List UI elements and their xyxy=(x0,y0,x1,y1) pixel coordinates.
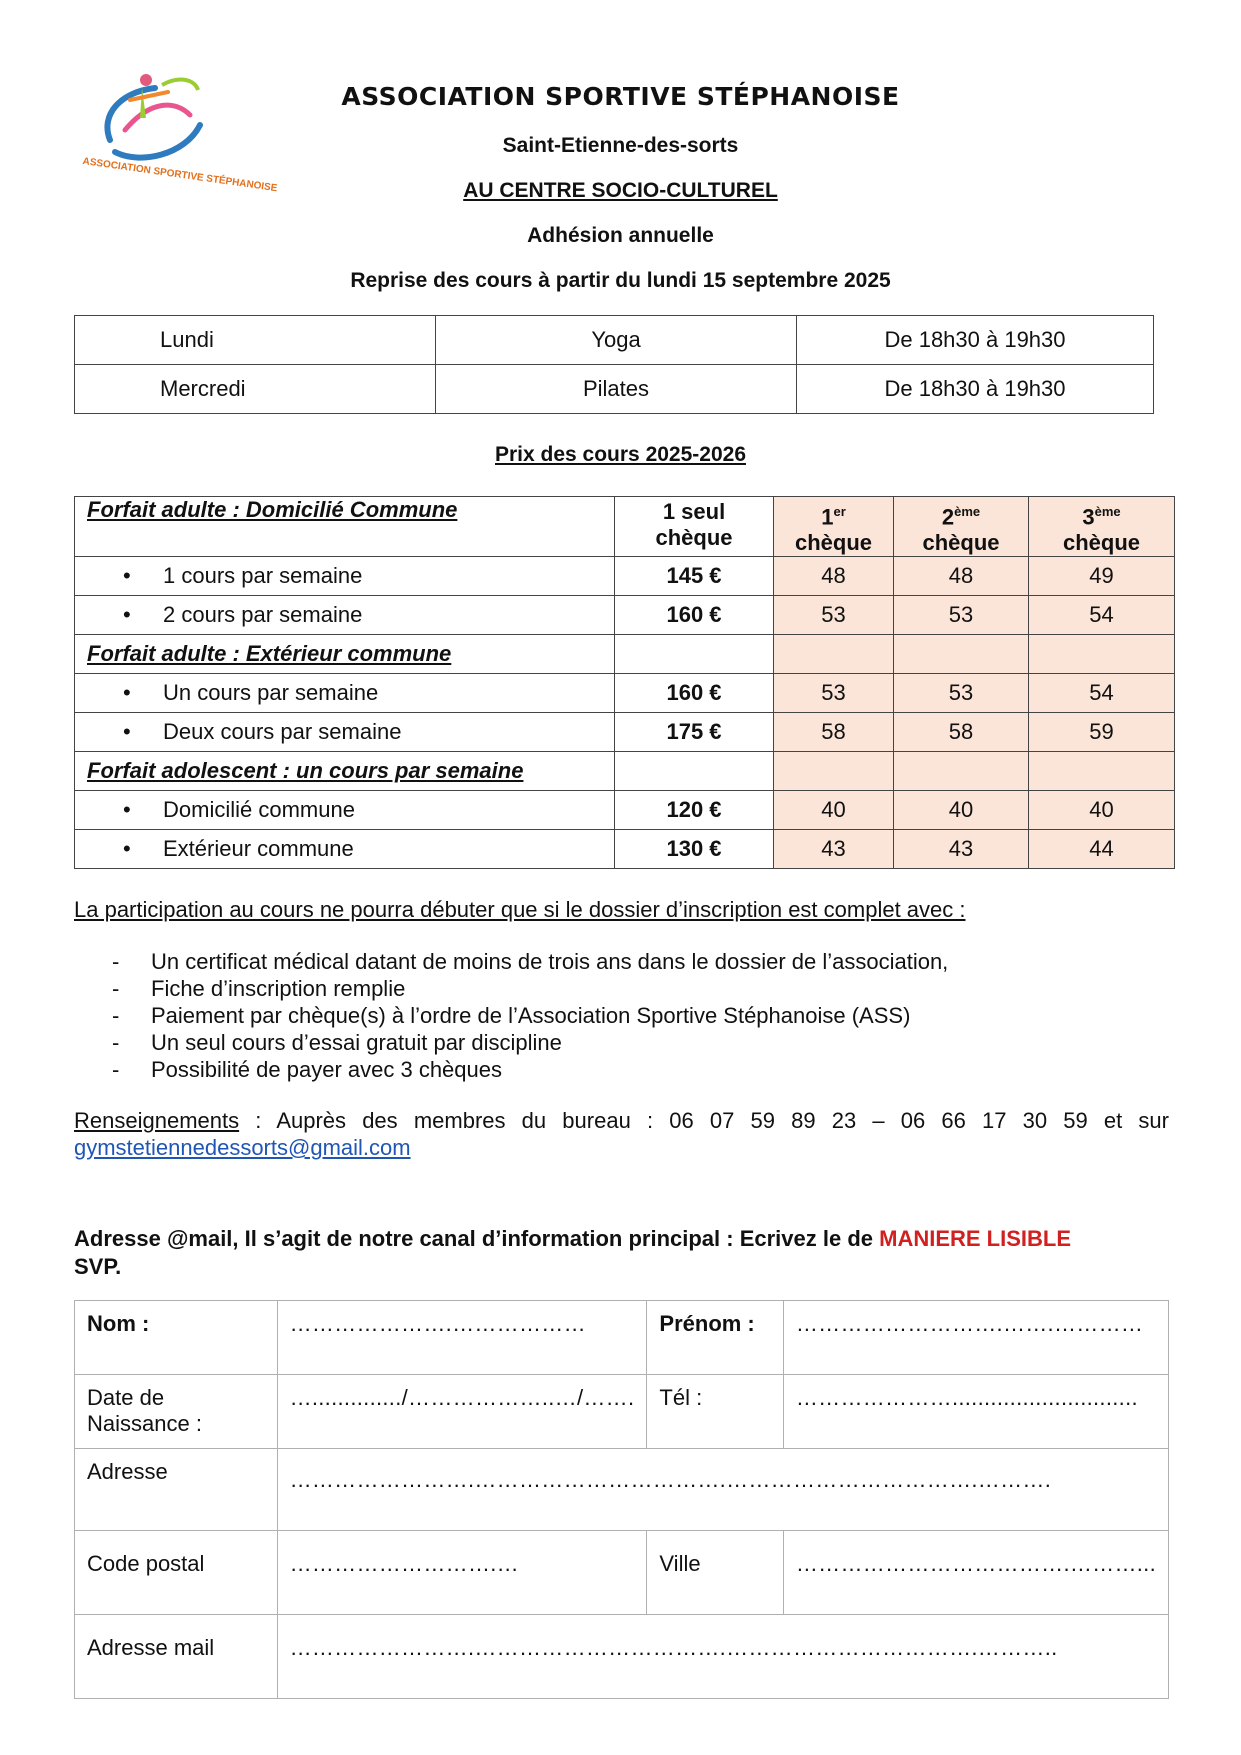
table-row xyxy=(75,674,1175,713)
schedule-activity: Yoga xyxy=(436,316,797,365)
cheque-1-amount: 40 xyxy=(774,791,894,830)
price-label: • Un cours par semaine xyxy=(75,674,615,713)
cheque-1-header: 1er chèque xyxy=(774,497,894,557)
cheque-1-amount: 58 xyxy=(774,713,894,752)
table-row xyxy=(75,1531,1169,1615)
empty-cell xyxy=(894,635,1029,674)
venue-heading: AU CENTRE SOCIO-CULTUREL xyxy=(463,179,778,202)
table-row xyxy=(75,557,1175,596)
table-row xyxy=(75,596,1175,635)
cheque-1-amount: 48 xyxy=(774,557,894,596)
schedule-table xyxy=(74,315,1154,414)
tel-label: Tél : xyxy=(647,1375,783,1449)
table-row xyxy=(75,316,1154,365)
adresse-field[interactable]: …………………….…………………………….…………………………….………. xyxy=(277,1449,1168,1531)
single-price: 130 € xyxy=(615,830,774,869)
section-heading: Forfait adolescent : un cours par semaine xyxy=(75,752,615,791)
cheque-3-amount: 54 xyxy=(1029,674,1175,713)
cheque-1-amount: 53 xyxy=(774,596,894,635)
table-header-row xyxy=(75,497,1175,557)
ville-label: Ville xyxy=(647,1531,783,1615)
mail-label: Adresse mail xyxy=(75,1615,278,1699)
schedule-day: Lundi xyxy=(75,316,436,365)
association-title: ASSOCIATION SPORTIVE STÉPHANOISE xyxy=(341,82,900,111)
cheque-2-amount: 40 xyxy=(894,791,1029,830)
nom-label: Nom : xyxy=(75,1301,278,1375)
requirements-intro: La participation au cours ne pourra débuter que si le dossier d’inscription est complet avec : xyxy=(74,897,966,922)
logo-text: ASSOCIATION SPORTIVE STÉPHANOISE xyxy=(81,155,279,195)
cp-field[interactable]: ……………………….… xyxy=(277,1531,647,1615)
table-row xyxy=(75,365,1154,414)
cheque-2-amount: 53 xyxy=(894,674,1029,713)
list-item: - Un certificat médical datant de moins de trois ans dans le dossier de l’association, xyxy=(112,949,949,974)
cp-label: Code postal xyxy=(75,1531,278,1615)
price-label: • 2 cours par semaine xyxy=(75,596,615,635)
table-row xyxy=(75,1615,1169,1699)
info-label: Renseignements xyxy=(74,1108,240,1133)
schedule-time: De 18h30 à 19h30 xyxy=(797,365,1154,414)
prenom-label: Prénom : xyxy=(647,1301,783,1375)
single-price: 175 € xyxy=(615,713,774,752)
prenom-field[interactable]: ……………………….…….………… xyxy=(783,1301,1168,1375)
table-row xyxy=(75,713,1175,752)
cheque-2-header: 2ème chèque xyxy=(894,497,1029,557)
cheque-1-amount: 43 xyxy=(774,830,894,869)
price-label: • Domicilié commune xyxy=(75,791,615,830)
empty-cell xyxy=(774,752,894,791)
cheque-3-amount: 44 xyxy=(1029,830,1175,869)
legible-highlight: MANIERE LISIBLE xyxy=(879,1226,1072,1251)
town-name: Saint-Etienne-des-sorts xyxy=(502,134,739,157)
adresse-label: Adresse xyxy=(75,1449,278,1531)
section-heading: Forfait adulte : Domicilié Commune xyxy=(75,497,615,557)
single-cheque-header: 1 seul chèque xyxy=(615,497,774,557)
table-row xyxy=(75,1449,1169,1531)
list-item: - Fiche d’inscription remplie xyxy=(112,976,406,1001)
schedule-time: De 18h30 à 19h30 xyxy=(797,316,1154,365)
schedule-day: Mercredi xyxy=(75,365,436,414)
dob-field[interactable]: …............../………………..…/……. xyxy=(277,1375,647,1449)
cheque-2-amount: 58 xyxy=(894,713,1029,752)
empty-cell xyxy=(1029,752,1175,791)
tel-field[interactable]: …………………............................. xyxy=(783,1375,1168,1449)
cheque-1-amount: 53 xyxy=(774,674,894,713)
empty-cell xyxy=(894,752,1029,791)
table-row xyxy=(75,791,1175,830)
cheque-2-amount: 53 xyxy=(894,596,1029,635)
table-row xyxy=(75,635,1175,674)
single-price: 145 € xyxy=(615,557,774,596)
section-heading: Forfait adulte : Extérieur commune xyxy=(75,635,615,674)
empty-cell xyxy=(1029,635,1175,674)
list-item: - Possibilité de payer avec 3 chèques xyxy=(112,1057,502,1082)
info-text: : Auprès des membres du bureau : 06 07 59 89 23 – 06 66 17 30 59 et sur xyxy=(239,1108,1169,1133)
single-price: 160 € xyxy=(615,674,774,713)
cheque-3-amount: 40 xyxy=(1029,791,1175,830)
nom-field[interactable]: ………………….……………… xyxy=(277,1301,647,1375)
cheque-3-amount: 49 xyxy=(1029,557,1175,596)
cheque-2-amount: 48 xyxy=(894,557,1029,596)
restart-date: Reprise des cours à partir du lundi 15 septembre 2025 xyxy=(350,269,891,292)
cheque-3-header: 3ème chèque xyxy=(1029,497,1175,557)
contact-info xyxy=(74,1107,1169,1135)
price-table xyxy=(74,496,1175,869)
cheque-3-amount: 54 xyxy=(1029,596,1175,635)
table-row xyxy=(75,752,1175,791)
list-item: - Un seul cours d’essai gratuit par discipline xyxy=(112,1030,562,1055)
price-label: • Deux cours par semaine xyxy=(75,713,615,752)
table-row xyxy=(75,830,1175,869)
prices-title: Prix des cours 2025-2026 xyxy=(495,443,746,466)
requirements-list xyxy=(74,948,1174,1083)
table-row xyxy=(75,1301,1169,1375)
list-item: - Paiement par chèque(s) à l’ordre de l’Association Sportive Stéphanoise (ASS) xyxy=(112,1003,911,1028)
empty-cell xyxy=(774,635,894,674)
contact-email-link[interactable]: gymstetiennedessorts@gmail.com xyxy=(74,1135,411,1160)
cheque-2-amount: 43 xyxy=(894,830,1029,869)
empty-cell xyxy=(615,752,774,791)
ville-field[interactable]: ……………………………….………... xyxy=(783,1531,1168,1615)
registration-form xyxy=(74,1300,1169,1699)
dob-label: Date de Naissance : xyxy=(75,1375,278,1449)
single-price: 160 € xyxy=(615,596,774,635)
price-label: • Extérieur commune xyxy=(75,830,615,869)
mail-field[interactable]: …………………….…………………………….…………………………….……….. xyxy=(277,1615,1168,1699)
empty-cell xyxy=(615,635,774,674)
price-label: • 1 cours par semaine xyxy=(75,557,615,596)
table-row xyxy=(75,1375,1169,1449)
single-price: 120 € xyxy=(615,791,774,830)
email-notice: Adresse @mail, Il s’agit de notre canal d’information principal : Ecrivez le de MANIERE LISIBLE SVP. xyxy=(74,1226,1072,1279)
schedule-activity: Pilates xyxy=(436,365,797,414)
cheque-3-amount: 59 xyxy=(1029,713,1175,752)
membership-heading: Adhésion annuelle xyxy=(527,224,714,247)
